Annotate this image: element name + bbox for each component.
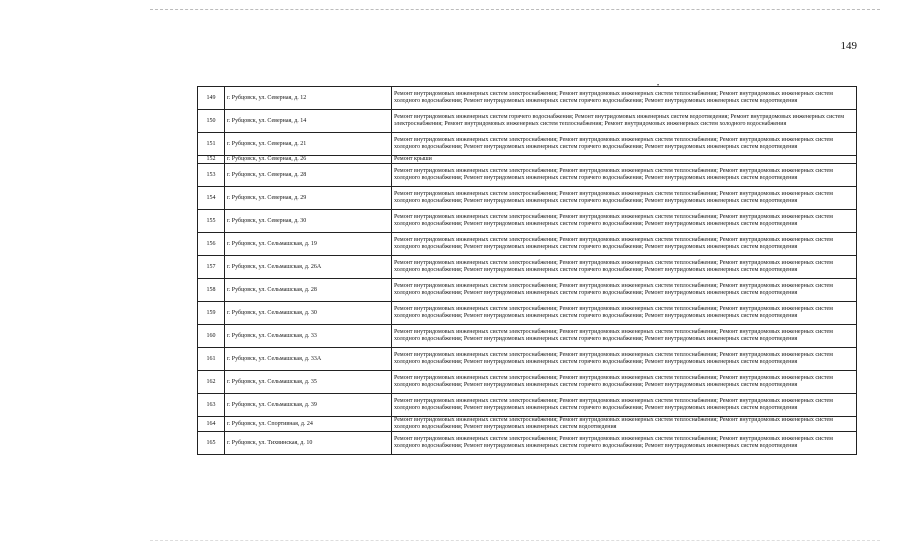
row-works: Ремонт внутридомовых инженерных систем электроснабжения; Ремонт внутридомовых инженерных систем теплоснабжения; Ремонт внутридомовых инженерных систем холодного водоснабжения; Ремонт внутридомовых инженерных систем горячего водоснабжения; Ремонт внутридомовых инженерных систем водоотведения [392,432,857,455]
table-row [198,110,857,133]
scan-edge-top [150,9,880,10]
row-number: 161 [198,348,225,371]
row-works: Ремонт внутридомовых инженерных систем горячего водоснабжения; Ремонт внутридомовых инженерных систем водоотведения; Ремонт внутридомовых инженерных систем электроснабжения; Ремонт внутридомовых инженерных систем теплоснабжения; Ремонт внутридомовых инженерных систем холодного водоснабжения [392,110,857,133]
row-works: Ремонт внутридомовых инженерных систем электроснабжения; Ремонт внутридомовых инженерных систем теплоснабжения; Ремонт внутридомовых инженерных систем холодного водоснабжения; Ремонт внутридомовых инженерных систем горячего водоснабжения; Ремонт внутридомовых инженерных систем водоотведения [392,87,857,110]
row-address: г. Рубцовск, ул. Северная, д. 21 [225,133,392,156]
table-row [198,164,857,187]
row-number: 150 [198,110,225,133]
scan-edge-bottom [150,540,880,541]
table-row [198,302,857,325]
table-row [198,156,857,164]
table-row [198,325,857,348]
row-number: 152 [198,156,225,164]
table-row [198,371,857,394]
repair-works-table [197,86,857,455]
row-works: Ремонт внутридомовых инженерных систем электроснабжения; Ремонт внутридомовых инженерных систем теплоснабжения; Ремонт внутридомовых инженерных систем холодного водоснабжения; Ремонт внутридомовых инженерных систем горячего водоснабжения; Ремонт внутридомовых инженерных систем водоотведения [392,348,857,371]
table-row [198,87,857,110]
row-works: Ремонт внутридомовых инженерных систем электроснабжения; Ремонт внутридомовых инженерных систем теплоснабжения; Ремонт внутридомовых инженерных систем холодного водоснабжения; Ремонт внутридомовых инженерных систем горячего водоснабжения; Ремонт внутридомовых инженерных систем водоотведения [392,164,857,187]
table-row [198,348,857,371]
row-address: г. Рубцовск, ул. Сельмашская, д. 33 [225,325,392,348]
row-number: 153 [198,164,225,187]
row-number: 165 [198,432,225,455]
row-address: г. Рубцовск, ул. Северная, д. 28 [225,164,392,187]
row-address: г. Рубцовск, ул. Северная, д. 29 [225,187,392,210]
row-address: г. Рубцовск, ул. Северная, д. 12 [225,87,392,110]
row-works: Ремонт внутридомовых инженерных систем электроснабжения; Ремонт внутридомовых инженерных систем теплоснабжения; Ремонт внутридомовых инженерных систем холодного водоснабжения; Ремонт внутридомовых инженерных систем водоотведения [392,417,857,432]
table-row [198,187,857,210]
row-address: г. Рубцовск, ул. Северная, д. 14 [225,110,392,133]
row-number: 158 [198,279,225,302]
row-number: 163 [198,394,225,417]
row-address: г. Рубцовск, ул. Сельмашская, д. 30 [225,302,392,325]
table-row [198,432,857,455]
row-works: Ремонт внутридомовых инженерных систем электроснабжения; Ремонт внутридомовых инженерных систем теплоснабжения; Ремонт внутридомовых инженерных систем холодного водоснабжения; Ремонт внутридомовых инженерных систем горячего водоснабжения; Ремонт внутридомовых инженерных систем водоотведения [392,187,857,210]
row-works: Ремонт внутридомовых инженерных систем электроснабжения; Ремонт внутридомовых инженерных систем теплоснабжения; Ремонт внутридомовых инженерных систем холодного водоснабжения; Ремонт внутридомовых инженерных систем горячего водоснабжения; Ремонт внутридомовых инженерных систем водоотведения [392,394,857,417]
table-row [198,417,857,432]
row-works: Ремонт крыши [392,156,857,164]
row-works: Ремонт внутридомовых инженерных систем электроснабжения; Ремонт внутридомовых инженерных систем теплоснабжения; Ремонт внутридомовых инженерных систем холодного водоснабжения; Ремонт внутридомовых инженерных систем горячего водоснабжения; Ремонт внутридомовых инженерных систем водоотведения [392,233,857,256]
row-address: г. Рубцовск, ул. Сельмашская, д. 33А [225,348,392,371]
row-address: г. Рубцовск, ул. Сельмашская, д. 35 [225,371,392,394]
row-address: г. Рубцовск, ул. Сельмашская, д. 19 [225,233,392,256]
row-number: 154 [198,187,225,210]
row-address: г. Рубцовск, ул. Северная, д. 26 [225,156,392,164]
row-works: Ремонт внутридомовых инженерных систем электроснабжения; Ремонт внутридомовых инженерных систем теплоснабжения; Ремонт внутридомовых инженерных систем холодного водоснабжения; Ремонт внутридомовых инженерных систем горячего водоснабжения; Ремонт внутридомовых инженерных систем водоотведения [392,133,857,156]
row-address: г. Рубцовск, ул. Спортивная, д. 24 [225,417,392,432]
table-row [198,210,857,233]
scan-speck: • [657,83,660,89]
table-row [198,394,857,417]
table-row [198,233,857,256]
table-row [198,256,857,279]
row-works: Ремонт внутридомовых инженерных систем электроснабжения; Ремонт внутридомовых инженерных систем теплоснабжения; Ремонт внутридомовых инженерных систем холодного водоснабжения; Ремонт внутридомовых инженерных систем горячего водоснабжения; Ремонт внутридомовых инженерных систем водоотведения [392,210,857,233]
row-number: 151 [198,133,225,156]
row-address: г. Рубцовск, ул. Тихвинская, д. 10 [225,432,392,455]
row-number: 164 [198,417,225,432]
row-number: 162 [198,371,225,394]
row-address: г. Рубцовск, ул. Сельмашская, д. 39 [225,394,392,417]
row-address: г. Рубцовск, ул. Сельмашская, д. 28 [225,279,392,302]
row-works: Ремонт внутридомовых инженерных систем электроснабжения; Ремонт внутридомовых инженерных систем теплоснабжения; Ремонт внутридомовых инженерных систем холодного водоснабжения; Ремонт внутридомовых инженерных систем горячего водоснабжения; Ремонт внутридомовых инженерных систем водоотведения [392,371,857,394]
row-address: г. Рубцовск, ул. Сельмашская, д. 26А [225,256,392,279]
row-works: Ремонт внутридомовых инженерных систем электроснабжения; Ремонт внутридомовых инженерных систем теплоснабжения; Ремонт внутридомовых инженерных систем холодного водоснабжения; Ремонт внутридомовых инженерных систем горячего водоснабжения; Ремонт внутридомовых инженерных систем водоотведения [392,302,857,325]
row-address: г. Рубцовск, ул. Северная, д. 30 [225,210,392,233]
row-number: 149 [198,87,225,110]
page-number: 149 [840,40,857,52]
row-number: 155 [198,210,225,233]
row-number: 156 [198,233,225,256]
row-works: Ремонт внутридомовых инженерных систем электроснабжения; Ремонт внутридомовых инженерных систем теплоснабжения; Ремонт внутридомовых инженерных систем холодного водоснабжения; Ремонт внутридомовых инженерных систем горячего водоснабжения; Ремонт внутридомовых инженерных систем водоотведения [392,256,857,279]
row-number: 160 [198,325,225,348]
table-row [198,279,857,302]
table-row [198,133,857,156]
row-number: 159 [198,302,225,325]
row-works: Ремонт внутридомовых инженерных систем электроснабжения; Ремонт внутридомовых инженерных систем теплоснабжения; Ремонт внутридомовых инженерных систем холодного водоснабжения; Ремонт внутридомовых инженерных систем горячего водоснабжения; Ремонт внутридомовых инженерных систем водоотведения [392,325,857,348]
row-number: 157 [198,256,225,279]
row-works: Ремонт внутридомовых инженерных систем электроснабжения; Ремонт внутридомовых инженерных систем теплоснабжения; Ремонт внутридомовых инженерных систем холодного водоснабжения; Ремонт внутридомовых инженерных систем горячего водоснабжения; Ремонт внутридомовых инженерных систем водоотведения [392,279,857,302]
